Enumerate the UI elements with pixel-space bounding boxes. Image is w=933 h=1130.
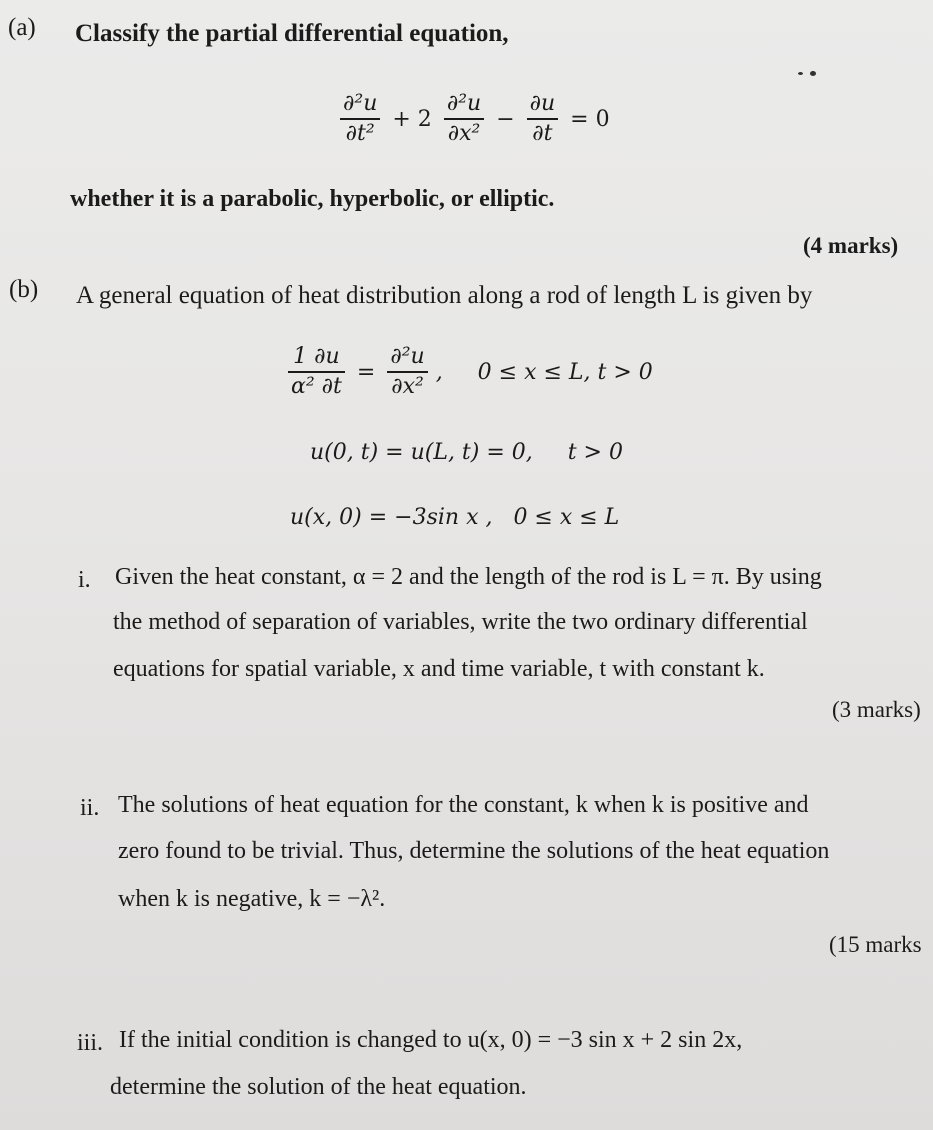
heat-lhs: $\frac{1 \partial u}{\text{α² ∂t}}$ — [288, 345, 345, 399]
term-ut: $\frac{\partial u}{\partial t}$ — [527, 92, 559, 146]
part-a-question: whether it is a parabolic, hyperbolic, or elliptic. — [70, 186, 555, 212]
heat-equation — [288, 345, 653, 399]
heat-rhs: $\frac{\text{∂²u}}{\text{∂x²}}$ — [387, 345, 427, 399]
ink-smudge — [798, 72, 803, 75]
item-ii-marks: (15 marks — [829, 932, 922, 957]
plus-two: + 2 — [392, 106, 432, 132]
minus-sign: − — [496, 106, 515, 132]
item-iii-line-1: If the initial condition is changed to u(x, 0) = −3 sin x + 2 sin 2x, — [119, 1027, 743, 1053]
boundary-condition: u(0, t) = u(L, t) = 0, t > 0 — [310, 440, 623, 465]
item-i-marks: (3 marks) — [832, 697, 921, 722]
heat-domain: , 0 ≤ x ≤ L, t > 0 — [435, 359, 653, 385]
ink-smudge — [810, 71, 816, 76]
item-i-line-1: Given the heat constant, α = 2 and the length of the rod is L = π. By using — [115, 564, 822, 590]
term-utt: $\frac{\text{∂²u}}{\text{∂t²}}$ — [340, 92, 380, 146]
item-ii-label: ii. — [80, 795, 100, 821]
part-a-label: (a) — [8, 14, 36, 41]
part-b-intro: A general equation of heat distribution along a rod of length L is given by — [76, 282, 813, 309]
item-i-label: i. — [78, 567, 91, 593]
part-a-marks: (4 marks) — [803, 233, 899, 258]
pde-classify-equation — [340, 92, 614, 146]
item-i-line-3: equations for spatial variable, x and time variable, t with constant k. — [113, 656, 765, 682]
item-iii-label: iii. — [77, 1030, 104, 1056]
term-uxx: $\frac{\text{∂²u}}{\text{∂x²}}$ — [444, 92, 484, 146]
item-ii-line-1: The solutions of heat equation for the constant, k when k is positive and — [118, 792, 809, 818]
part-a-intro: Classify the partial differential equation, — [75, 20, 509, 47]
item-i-line-2: the method of separation of variables, write the two ordinary differential — [113, 609, 808, 635]
equals-zero: = 0 — [570, 106, 610, 132]
item-ii-line-2: zero found to be trivial. Thus, determine the solutions of the heat equation — [118, 838, 830, 864]
initial-condition: u(x, 0) = −3sin x , 0 ≤ x ≤ L — [290, 505, 620, 530]
part-b-label: (b) — [9, 276, 39, 303]
equals-sign: = — [356, 359, 376, 385]
item-ii-line-3: when k is negative, k = −λ². — [118, 886, 386, 912]
item-iii-line-2: determine the solution of the heat equation. — [110, 1074, 527, 1100]
